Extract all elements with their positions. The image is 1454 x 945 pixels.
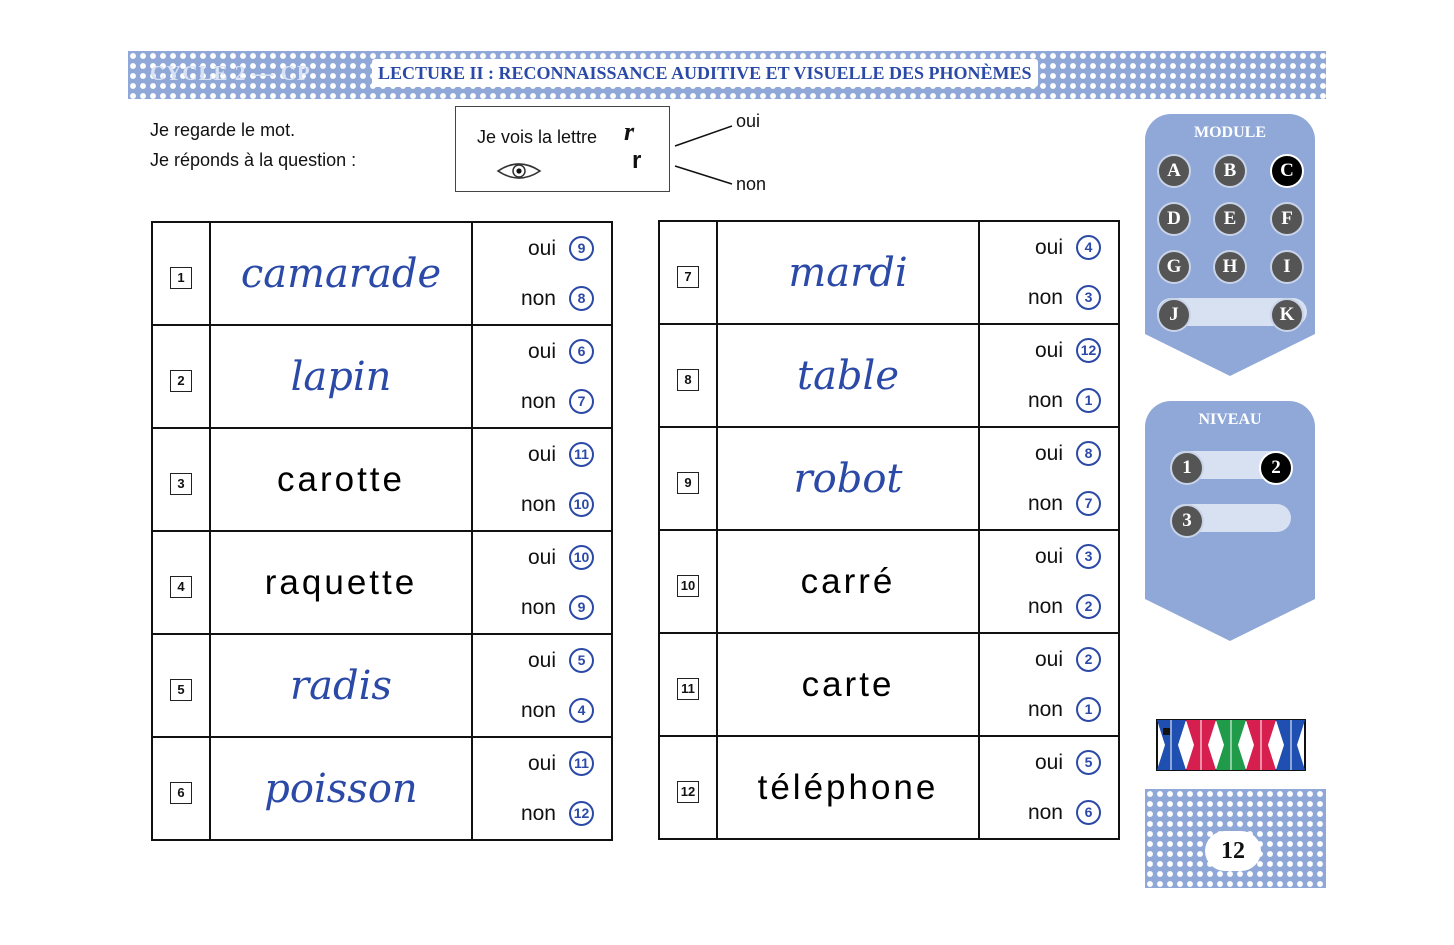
answer-cell [979, 427, 1119, 530]
row-number: 8 [677, 369, 699, 391]
row-number: 10 [677, 575, 699, 597]
answer-non-label: non [1027, 491, 1063, 515]
answer-oui-label: oui [1034, 235, 1063, 259]
answer-non-target-number: 9 [569, 595, 594, 620]
table-row [152, 634, 612, 737]
row-number-cell [152, 634, 210, 737]
word-cell [717, 221, 979, 324]
module-option-e[interactable]: E [1213, 202, 1247, 236]
answer-oui-target-number: 11 [569, 442, 594, 467]
answer-non[interactable] [980, 273, 1118, 323]
answer-non[interactable] [473, 789, 611, 839]
row-number: 3 [170, 473, 192, 495]
answer-oui-label: oui [527, 751, 556, 775]
answer-non-label: non [1027, 594, 1063, 618]
row-number-cell [659, 221, 717, 324]
word-cell [717, 324, 979, 427]
answer-cell [472, 428, 612, 531]
row-number: 9 [677, 472, 699, 494]
answer-oui[interactable] [980, 738, 1118, 788]
row-number-cell [152, 325, 210, 428]
answer-oui-target-number: 5 [569, 648, 594, 673]
sample-question-text: Je vois la lettre [477, 127, 598, 147]
answer-oui[interactable] [473, 430, 611, 480]
answer-cell [472, 531, 612, 634]
word-cell [210, 634, 472, 737]
answer-non-label: non [1027, 388, 1063, 412]
answer-oui-target-number: 5 [1076, 750, 1101, 775]
word-cell [210, 737, 472, 840]
word-cell [717, 530, 979, 633]
row-number-cell [152, 428, 210, 531]
answer-oui[interactable] [473, 327, 611, 377]
answer-cell [979, 530, 1119, 633]
answer-non-label: non [520, 492, 556, 516]
word-text: carte [801, 664, 895, 704]
answer-non[interactable] [473, 686, 611, 736]
answer-oui-target-number: 9 [569, 236, 594, 261]
page-number-box [1145, 789, 1326, 888]
answer-non-target-number: 4 [569, 698, 594, 723]
answer-oui-label: oui [1034, 750, 1063, 774]
module-option-g[interactable]: G [1157, 250, 1191, 284]
answer-oui-target-number: 6 [569, 339, 594, 364]
answer-oui-label: oui [527, 236, 556, 260]
answer-non-label: non [520, 801, 556, 825]
word-text: carré [800, 561, 896, 601]
word-text: mardi [788, 249, 908, 296]
sample-no-label: non [736, 174, 767, 194]
row-number-cell [659, 633, 717, 736]
answer-oui-label: oui [527, 339, 556, 363]
answer-cell [472, 222, 612, 325]
table-row [152, 428, 612, 531]
table-row [659, 736, 1119, 839]
word-text: carotte [277, 459, 405, 499]
row-number-cell [659, 736, 717, 839]
module-option-h[interactable]: H [1213, 250, 1247, 284]
table-row [659, 633, 1119, 736]
word-cell [717, 633, 979, 736]
word-cell [210, 428, 472, 531]
page-number: 12 [1205, 831, 1261, 871]
table-row [152, 325, 612, 428]
table-row [152, 737, 612, 840]
module-option-f[interactable]: F [1270, 202, 1304, 236]
table-row [659, 324, 1119, 427]
word-text: poisson [264, 765, 418, 812]
niveau-panel-tip [1145, 599, 1315, 641]
niveau-option-3[interactable]: 3 [1170, 504, 1204, 538]
table-row [659, 427, 1119, 530]
answer-non-target-number: 6 [1076, 800, 1101, 825]
row-number-cell [659, 324, 717, 427]
answer-cell [979, 324, 1119, 427]
module-option-j[interactable]: J [1157, 298, 1191, 332]
module-option-k[interactable]: K [1270, 298, 1304, 332]
table-row [152, 531, 612, 634]
answer-non[interactable] [473, 480, 611, 530]
answer-non-target-number: 1 [1076, 697, 1101, 722]
module-title: MODULE [1194, 124, 1266, 141]
row-number-cell [659, 427, 717, 530]
row-number: 11 [677, 678, 699, 700]
cursive-letter: r [624, 117, 635, 146]
row-number-cell [659, 530, 717, 633]
sample-yes-label: oui [736, 111, 761, 131]
publisher-logo [1156, 719, 1306, 771]
instruction-line-2: Je réponds à la question : [150, 150, 357, 170]
answer-non-target-number: 2 [1076, 594, 1101, 619]
row-number: 12 [677, 781, 699, 803]
row-number: 4 [170, 576, 192, 598]
word-text: téléphone [757, 767, 939, 807]
module-option-a[interactable]: A [1157, 154, 1191, 188]
table-row [659, 221, 1119, 324]
answer-oui[interactable] [980, 223, 1118, 273]
word-text: camarade [240, 250, 442, 297]
answer-oui-target-number: 10 [569, 545, 594, 570]
answer-branch-lines [670, 110, 740, 190]
answer-cell [472, 737, 612, 840]
word-text: raquette [264, 562, 418, 602]
answer-cell [472, 325, 612, 428]
module-panel [1145, 114, 1315, 334]
answer-non-label: non [1027, 697, 1063, 721]
exercise-table-right [658, 220, 1120, 840]
answer-oui-target-number: 8 [1076, 441, 1101, 466]
answer-oui-target-number: 2 [1076, 647, 1101, 672]
answer-non-label: non [1027, 800, 1063, 824]
answer-oui[interactable] [980, 532, 1118, 582]
niveau-title: NIVEAU [1198, 411, 1262, 428]
niveau-option-1[interactable]: 1 [1170, 451, 1204, 485]
row-number-cell [152, 737, 210, 840]
answer-non[interactable] [980, 376, 1118, 426]
answer-oui-label: oui [1034, 647, 1063, 671]
answer-non[interactable] [473, 377, 611, 427]
row-number: 6 [170, 782, 192, 804]
word-text: lapin [290, 353, 392, 400]
answer-oui[interactable] [980, 429, 1118, 479]
word-cell [717, 736, 979, 839]
exercise-table-left [151, 221, 613, 841]
answer-oui-label: oui [527, 545, 556, 569]
header-band [128, 51, 1326, 99]
lesson-title: LECTURE II : RECONNAISSANCE AUDITIVE ET VISUELLE DES PHONÈMES [372, 59, 1038, 87]
answer-oui-target-number: 4 [1076, 235, 1101, 260]
answer-oui-target-number: 12 [1076, 338, 1101, 363]
answer-non-target-number: 12 [569, 801, 594, 826]
print-letter: r [632, 147, 642, 174]
answer-cell [472, 634, 612, 737]
cycle-label: CYCLE 2 — CP [150, 61, 311, 85]
answer-oui-label: oui [1034, 338, 1063, 362]
answer-oui[interactable] [980, 326, 1118, 376]
answer-non-target-number: 10 [569, 492, 594, 517]
answer-non[interactable] [980, 788, 1118, 838]
answer-non-target-number: 3 [1076, 285, 1101, 310]
module-option-b[interactable]: B [1213, 154, 1247, 188]
word-cell [210, 325, 472, 428]
niveau-panel [1145, 401, 1315, 599]
answer-non[interactable] [473, 583, 611, 633]
answer-oui[interactable] [473, 739, 611, 789]
row-number-cell [152, 531, 210, 634]
answer-non-target-number: 8 [569, 286, 594, 311]
answer-non-label: non [520, 595, 556, 619]
answer-oui-label: oui [527, 648, 556, 672]
answer-non[interactable] [980, 582, 1118, 632]
answer-non-target-number: 7 [569, 389, 594, 414]
answer-non[interactable] [473, 274, 611, 324]
answer-oui-label: oui [527, 442, 556, 466]
module-option-c[interactable]: C [1270, 154, 1304, 188]
answer-non-target-number: 1 [1076, 388, 1101, 413]
word-cell [210, 222, 472, 325]
table-row [152, 222, 612, 325]
instruction-line-1: Je regarde le mot. [150, 120, 296, 140]
instructions [150, 115, 356, 175]
answer-oui-target-number: 3 [1076, 544, 1101, 569]
module-option-d[interactable]: D [1157, 202, 1191, 236]
word-text: table [797, 352, 899, 399]
answer-oui[interactable] [473, 224, 611, 274]
niveau-option-2[interactable]: 2 [1259, 451, 1293, 485]
module-option-i[interactable]: I [1270, 250, 1304, 284]
table-row [659, 530, 1119, 633]
answer-non-target-number: 7 [1076, 491, 1101, 516]
answer-non-label: non [520, 389, 556, 413]
row-number: 7 [677, 266, 699, 288]
answer-oui[interactable] [980, 635, 1118, 685]
answer-non[interactable] [980, 479, 1118, 529]
row-number: 5 [170, 679, 192, 701]
row-number-cell [152, 222, 210, 325]
answer-oui[interactable] [473, 533, 611, 583]
answer-oui-label: oui [1034, 544, 1063, 568]
answer-oui[interactable] [473, 636, 611, 686]
answer-cell [979, 736, 1119, 839]
answer-non[interactable] [980, 685, 1118, 735]
answer-cell [979, 221, 1119, 324]
answer-oui-target-number: 11 [569, 751, 594, 776]
answer-oui-label: oui [1034, 441, 1063, 465]
word-cell [210, 531, 472, 634]
answer-non-label: non [1027, 285, 1063, 309]
module-panel-tip [1145, 334, 1315, 376]
answer-non-label: non [520, 286, 556, 310]
row-number: 2 [170, 370, 192, 392]
row-number: 1 [170, 267, 192, 289]
eye-icon [496, 161, 542, 186]
sample-question-box [455, 106, 670, 192]
answer-non-label: non [520, 698, 556, 722]
word-text: radis [290, 662, 392, 709]
word-cell [717, 427, 979, 530]
word-text: robot [793, 455, 903, 502]
answer-cell [979, 633, 1119, 736]
